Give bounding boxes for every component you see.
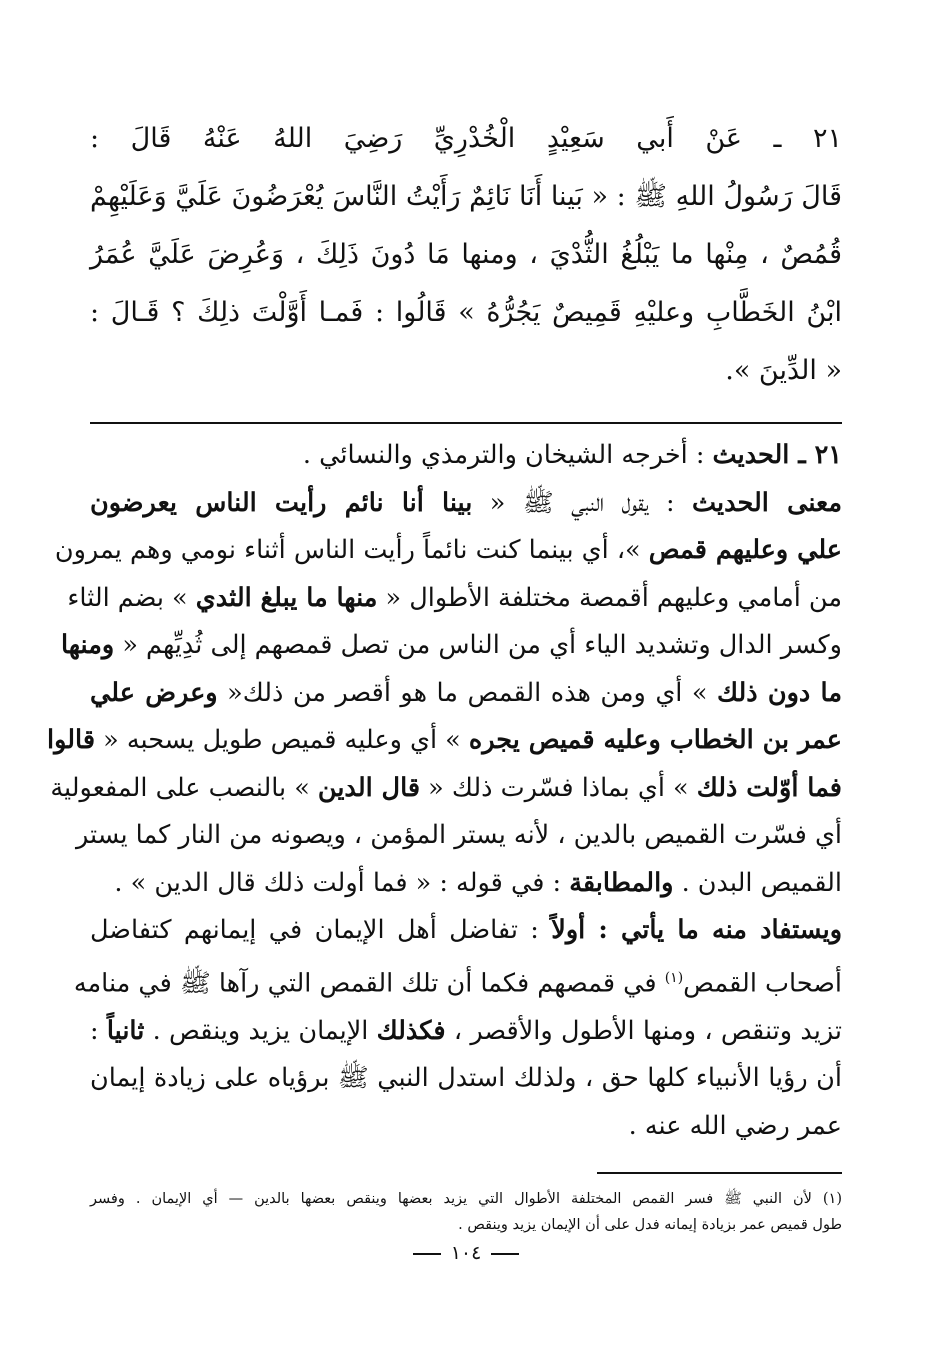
quote-run: بينا أنا نائم رأيت الناس يعرضون [90,487,473,518]
hadith-line: قُمُصٌ ، مِنْها ما يَبْلُغُ الثُّدْيَ ، ومنها مَا دُونَ ذَلِكَ ، وَعُرِضَ عَلَيَّ عُمَرُ [90,239,842,270]
quote-run: وعرض علي [90,677,218,708]
page-number-value: ١٠٤ [450,1242,482,1264]
commentary-line [90,860,842,908]
commentary-line [90,480,842,528]
quote-run: منها ما يبلغ الثدي [195,582,378,613]
text-run: : [90,1015,107,1046]
text-run: » أي ومن هذه القمص ما هو أقصر من ذلك« [217,677,717,708]
hadith-text [90,110,842,400]
page-number [90,1242,842,1264]
commentary-line [73,955,842,1008]
commentary-line [61,622,842,670]
quote-run: ما دون ذلك [716,677,842,708]
text-run: : أخرجه الشيخان والترمذي والنسائي . [302,440,713,470]
footnote-marker[interactable]: (١) [664,969,684,986]
book-page [47,110,843,1264]
text-run: : في قوله : « فما أولت ذلك قال الدين » . [114,867,570,898]
emphasis-run: ثانياً [106,1015,145,1046]
text-run: » أي وعليه قميص طويل يسحبه « [95,725,469,755]
commentary-line [67,575,842,623]
commentary-line: أن رؤيا الأنبياء كلها حق ، ولذلك استدل النبي ﷺ برؤياه على زيادة إيمان [90,1063,842,1093]
hadith-line: ٢١ ـ عَنْ أَبي سَعِيْدٍ الْخُدْرِيِّ رَضِيَ اللهُ عَنْهُ قَالَ : [90,123,842,154]
quote-run: قالوا [47,725,96,755]
commentary-line: عمر رضي الله عنه . [628,1110,842,1141]
benefits-heading: ويستفاد منه ما يأتي : أولاً [551,915,843,945]
hadith-line: « الدِّينَ ». [725,355,842,386]
text-run: » أي بماذا فسّرت ذلك « [420,772,697,803]
commentary-line: أي فسّرت القميص بالدين ، لأنه يستر المؤمن ، ويصونه من النار كما يستر [75,820,842,850]
footnote [90,1186,842,1238]
text-run: »، أي بينما كنت نائماً رأيت الناس أثناء نومي وهم يمرون [54,535,649,565]
meaning-heading: معنى الحديث [692,487,842,518]
text-run: : يقول النبي ﷺ « [472,487,693,518]
hadith-heading: ٢١ ـ الحديث [712,440,842,470]
text-run: في قمصهم فكما أن تلك القمص التي رآها ﷺ في منامه [73,968,665,998]
commentary-line [47,717,842,765]
text-run: وكسر الدال وتشديد الياء أي من الناس من تصل قمصهم إلى ثُدِيِّهم « [114,630,842,660]
quote-run: فما أوّلت ذلك [696,772,842,803]
emphasis-run: فكذلك [376,1015,446,1046]
quote-run: قال الدين [317,772,421,803]
text-run: أصحاب القمص [683,968,842,998]
text-run: » بضم الثاء [67,582,196,613]
dash-decoration [413,1253,441,1255]
quote-run: عمر بن الخطاب وعليه قميص يجره [468,725,842,755]
section-divider [90,422,842,424]
commentary-line [50,765,842,813]
footnote-line: (١) لأن النبي ﷺ فسر القمص المختلفة الأطوال التي يزيد بعضها وينقص بعضها بالدين — أي الإيمان . وفسر [90,1191,842,1207]
footnote-divider [597,1172,842,1174]
hadith-line: قَالَ رَسُولُ اللهِ ﷺ : « بَينا أَنَا نَائِمٌ رَأَيْتُ النَّاسَ يُعْرَضُونَ عَلَيَّ وَعَلَيْهِمْ [90,181,842,212]
commentary-line [90,670,842,718]
commentary-line [90,1008,842,1056]
hadith-line: ابْنُ الخَطَّابِ وعليْهِ قَمِيصٌ يَجُرُّهُ » قَالُوا : فَمـا أَوَّلْتَ ذلِكَ ؟ قَـالَ : [90,297,842,328]
commentary-line [90,432,842,480]
text-run: : تفاضل أهل الإيمان في إيمانهم كتفاضل [90,915,552,945]
correspondence-heading: والمطابقة [569,867,674,898]
commentary-line [54,527,842,575]
text-run: من أمامي وعليهم أقمصة مختلفة الأطوال « [377,582,842,613]
quote-run: ومنها [61,630,115,660]
dash-decoration [491,1253,519,1255]
footnote-line: طول قميص عمر بزيادة إيمانه فدل على أن الإيمان يزيد وينقص . [458,1217,842,1233]
quote-run: علي وعليهم قمص [648,535,842,565]
commentary-text [47,432,843,1150]
text-run: القميص البدن . [673,867,842,898]
text-run: الإيمان يزيد وينقص . [144,1015,377,1046]
text-run: » بالنصب على المفعولية [50,772,318,803]
commentary-line [90,907,842,955]
text-run: تزيد وتنقص ، ومنها الأطول والأقصر ، [445,1015,842,1046]
